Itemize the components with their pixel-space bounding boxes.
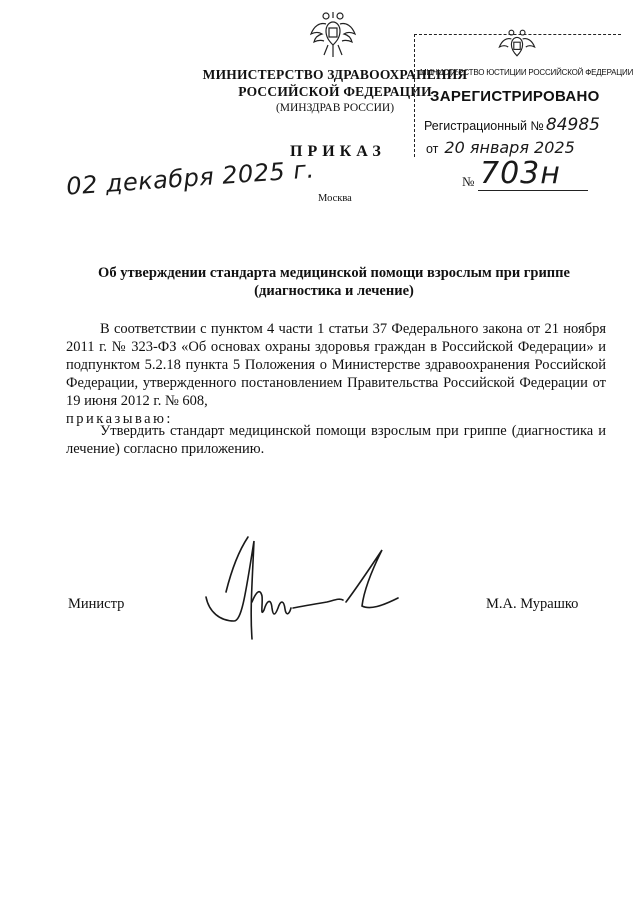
- document-title-line2: (диагностика и лечение): [254, 283, 414, 299]
- order-heading: ПРИКАЗ: [290, 143, 386, 160]
- signatory-name: М.А. Мурашко: [486, 596, 579, 612]
- operative-paragraph: Утвердить стандарт медицинской помощи взрослым при гриппе (диагностика и лечение) согласно приложению.: [66, 423, 606, 457]
- ministry-name-line2: РОССИЙСКОЙ ФЕДЕРАЦИИ: [238, 84, 432, 99]
- handwritten-signature: [196, 522, 416, 662]
- preamble-text: В соответствии с пунктом 4 части 1 статьи 37 Федерального закона от 21 ноября 2011 г. № 323-ФЗ «Об основах охраны здоровья граждан в Российской Федерации» и подпунктом 5.2.18 пункта 5 Положения о Министерстве здравоохранения Российской Федерации, утвержденного постановлением Правительства Российской Федерации от 19 июня 2012 г. № 608,: [66, 321, 606, 409]
- stamp-coat-of-arms-icon: [497, 26, 537, 68]
- ministry-short-name: (МИНЗДРАВ РОССИИ): [275, 102, 395, 114]
- stamp-organization: МИНИСТЕРСТВО ЮСТИЦИИ РОССИЙСКОЙ ФЕДЕРАЦИИ: [420, 68, 634, 77]
- order-number-value: 703н: [480, 156, 561, 191]
- stamp-date-label: от: [426, 142, 439, 156]
- stamp-registration-number: [424, 115, 600, 135]
- signatory-role: Министр: [68, 596, 125, 612]
- order-number-underline: [478, 190, 588, 191]
- stamp-regnum-value: 84985: [545, 115, 601, 135]
- ministry-name-line1: МИНИСТЕРСТВО ЗДРАВООХРАНЕНИЯ: [202, 67, 468, 82]
- stamp-regnum-label: Регистрационный №: [424, 119, 544, 133]
- coat-of-arms-icon: [308, 8, 358, 60]
- order-city: Москва: [318, 193, 352, 204]
- order-date-handwritten: 02 декабря 2025 г.: [65, 155, 316, 201]
- stamp-registration-date: [426, 138, 575, 157]
- document-title: [64, 264, 604, 300]
- order-number-label: №: [462, 174, 475, 189]
- document-title-line1: Об утверждении стандарта медицинской помощи взрослым при гриппе: [98, 265, 570, 281]
- stamp-status: ЗАРЕГИСТРИРОВАНО: [430, 88, 600, 105]
- stamp-date-value: 20 января 2025: [444, 138, 575, 157]
- directive-word: приказываю:: [66, 411, 173, 427]
- preamble-paragraph: [66, 320, 606, 428]
